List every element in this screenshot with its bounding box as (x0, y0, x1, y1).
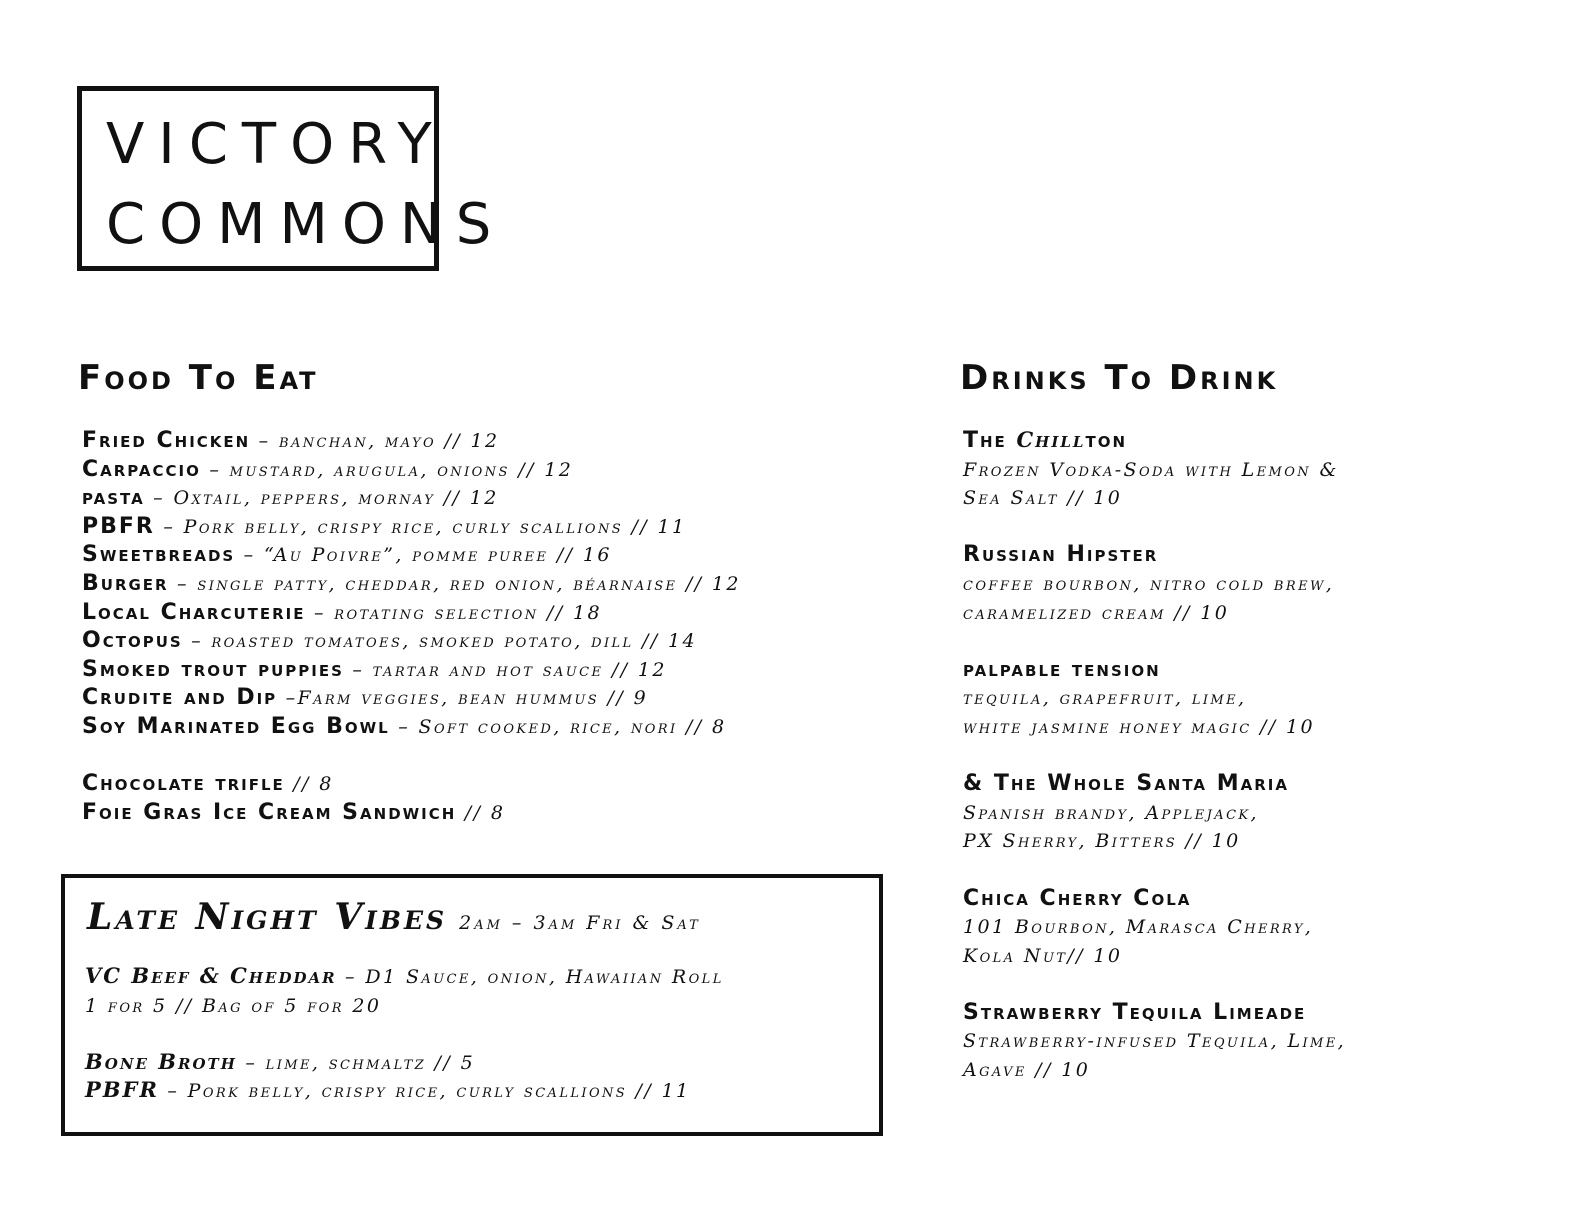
drink-description (963, 1026, 1346, 1055)
spacer (963, 855, 1346, 884)
logo-line-1: VICTORY (106, 112, 446, 177)
drink-name (963, 769, 1346, 798)
drink-description (963, 941, 1346, 970)
late-night-item-description: – D1 Sauce, onion, Hawaiian Roll (336, 966, 724, 988)
menu-item-name: Sweetbreads (82, 542, 236, 568)
menu-item-name: Octopus (82, 628, 183, 654)
menu-item-description: – tartar and hot sauce // 12 (343, 658, 667, 681)
menu-item-name: PBFR (82, 513, 155, 539)
menu-item (82, 626, 741, 655)
dessert-item-price: // 8 (456, 801, 506, 824)
drink-description (963, 483, 1346, 512)
menu-item-name: Smoked trout puppies (82, 656, 344, 682)
restaurant-logo (77, 86, 506, 271)
drink-description-line: Spanish brandy, Applejack, (963, 801, 1259, 824)
menu-item (82, 569, 741, 598)
drinks-section-title: Drinks To Drink (960, 358, 1279, 398)
logo-line-2: COMMONS (106, 192, 506, 257)
menu-item (82, 455, 741, 484)
spacer (963, 512, 1346, 541)
late-night-item-name: VC Beef & Cheddar (85, 963, 337, 988)
drink-description-line: Frozen Vodka-Soda with Lemon & (963, 458, 1339, 481)
menu-item-description: – single patty, cheddar, red onion, béarnaise // 12 (168, 572, 741, 595)
dessert-item-name: Foie Gras Ice Cream Sandwich (82, 799, 457, 825)
menu-item (82, 540, 741, 569)
drink-description (963, 912, 1346, 941)
late-night-item-pricing (85, 991, 724, 1020)
menu-item-name: Local Charcuterie (82, 599, 306, 625)
drink-description (963, 798, 1346, 827)
drink-description-line: Sea Salt // 10 (963, 487, 1123, 510)
menu-item-name: Crudite and Dip (82, 685, 278, 711)
drinks-menu-list (963, 426, 1346, 1084)
drink-description (963, 683, 1346, 712)
drink-name-part: ton (1085, 428, 1128, 453)
drink-name (963, 426, 1346, 455)
menu-item-name: Burger (82, 570, 169, 596)
late-night-header (87, 896, 701, 938)
menu-item (82, 483, 741, 512)
drink-description-line: 101 Bourbon, Marasca Cherry, (963, 916, 1314, 939)
drink-description-line: PX Sherry, Bitters // 10 (963, 830, 1241, 853)
late-night-item (85, 1048, 724, 1077)
spacer (85, 1019, 724, 1048)
drink-name-text: palpable tension (963, 656, 1161, 682)
menu-item (82, 655, 741, 684)
menu-item (82, 598, 741, 627)
late-night-item-name: Bone Broth (85, 1048, 237, 1074)
food-menu-list (82, 426, 741, 826)
spacer (963, 741, 1346, 770)
menu-item-description: – banchan, mayo // 12 (250, 430, 500, 452)
menu-item-description: – roasted tomatoes, smoked potato, dill // 14 (182, 630, 698, 653)
drink-description-line: Strawberry-infused Tequila, Lime, (963, 1030, 1347, 1053)
menu-item-description: –Farm veggies, bean hummus // 9 (277, 687, 649, 710)
menu-item-name: pasta (82, 485, 145, 511)
drink-name-part: The (963, 428, 1017, 453)
menu-item (82, 426, 741, 455)
drink-description (963, 826, 1346, 855)
dessert-item (82, 769, 741, 798)
late-night-item (85, 1076, 724, 1105)
spacer (963, 969, 1346, 998)
drink-description-line: Kola Nut// 10 (963, 944, 1123, 967)
menu-item (82, 512, 741, 541)
menu-item (82, 683, 741, 712)
menu-item-description: – Soft cooked, rice, nori // 8 (389, 715, 727, 738)
drink-name-text: Chica Cherry Cola (963, 885, 1192, 911)
drink-description-line: caramelized cream // 10 (963, 601, 1230, 624)
dessert-item-price: // 8 (284, 773, 334, 796)
menu-item-description: – Pork belly, crispy rice, curly scallions // 11 (154, 515, 687, 538)
drink-description (963, 569, 1346, 598)
late-night-box (61, 874, 883, 1136)
food-section-title: Food To Eat (78, 358, 319, 398)
drink-description-line: Agave // 10 (963, 1059, 1091, 1082)
late-night-title: Late Night Vibes (87, 896, 448, 938)
drink-name (963, 540, 1346, 569)
late-night-item-name: PBFR (85, 1077, 159, 1103)
late-night-item-description: – lime, schmaltz // 5 (236, 1051, 476, 1074)
drink-description (963, 455, 1346, 484)
spacer (963, 626, 1346, 655)
menu-item-description: – rotating selection // 18 (305, 601, 602, 624)
drink-description-line: tequila, grapefruit, lime, (963, 687, 1247, 710)
late-night-item-price: 1 for 5 // Bag of 5 for 20 (85, 994, 382, 1017)
drink-name-text: & The Whole Santa Maria (963, 771, 1289, 797)
dessert-item (82, 798, 741, 827)
drink-description (963, 598, 1346, 627)
drink-name-text: Russian Hipster (963, 542, 1159, 568)
menu-item-name: Fried Chicken (82, 428, 251, 453)
late-night-item-description: – Pork belly, crispy rice, curly scallions // 11 (158, 1080, 691, 1103)
drink-description-line: coffee bourbon, nitro cold brew, (963, 572, 1335, 595)
dessert-item-name: Chocolate trifle (82, 771, 285, 797)
drink-name-emphasis: Chill (1016, 427, 1086, 452)
drink-description (963, 1055, 1346, 1084)
late-night-list (85, 962, 724, 1105)
spacer (82, 741, 741, 770)
drink-name-text: Strawberry Tequila Limeade (963, 999, 1307, 1025)
menu-item-name: Soy Marinated Egg Bowl (82, 713, 390, 739)
drink-description (963, 712, 1346, 741)
menu-item-description: – Oxtail, peppers, mornay // 12 (144, 487, 499, 510)
drink-name (963, 655, 1346, 684)
late-night-item (85, 962, 724, 991)
menu-item-name: Carpaccio (82, 456, 201, 482)
drink-name (963, 998, 1346, 1027)
menu-item-description: – mustard, arugula, onions // 12 (200, 458, 574, 481)
drink-description-line: white jasmine honey magic // 10 (963, 715, 1315, 738)
menu-item (82, 712, 741, 741)
drink-name (963, 884, 1346, 913)
menu-item-description: – “Au Poivre”, pomme puree // 16 (235, 544, 612, 567)
late-night-hours: 2am – 3am Fri & Sat (459, 912, 701, 934)
